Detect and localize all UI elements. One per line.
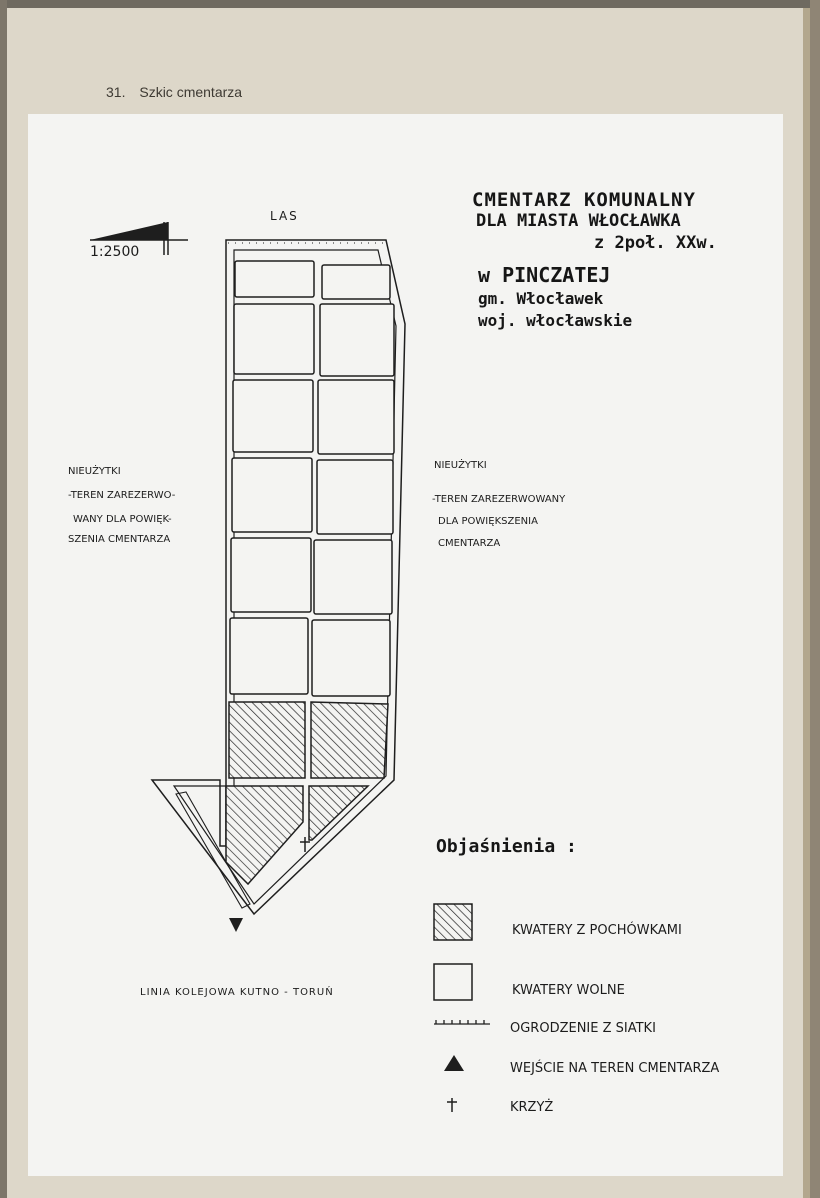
svg-text:CMENTARZA: CMENTARZA	[438, 538, 501, 549]
scale-label: 1:2500	[90, 244, 140, 260]
svg-text:NIEUŻYTKI: NIEUŻYTKI	[68, 466, 121, 477]
plot-free	[235, 261, 314, 297]
plot-free	[232, 458, 312, 532]
plot-free	[322, 265, 390, 299]
plot-free	[312, 620, 390, 696]
figure-caption	[106, 84, 242, 100]
figure-caption-text: Szkic cmentarza	[139, 84, 243, 100]
map-sheet	[28, 114, 783, 1176]
right-area-label	[432, 458, 566, 549]
legend-label-free: KWATERY WOLNE	[512, 983, 625, 998]
free-plots	[230, 261, 394, 696]
svg-text:NIEUŻYTKI: NIEUŻYTKI	[434, 460, 487, 471]
scan-left-edge	[0, 0, 7, 1198]
left-area-label	[68, 464, 176, 545]
legend-label-burial: KWATERY Z POCHÓWKAMI	[512, 923, 682, 938]
legend-empty-square-icon	[434, 964, 472, 1000]
legend-cross-icon	[447, 1098, 457, 1112]
plot-free	[230, 618, 308, 694]
plot-free	[320, 304, 394, 376]
plot-free	[317, 460, 393, 534]
legend-label-fence: OGRODZENIE Z SIATKI	[510, 1021, 656, 1036]
svg-text:SZENIA CMENTARZA: SZENIA CMENTARZA	[68, 534, 171, 545]
legend-hatched-square-icon	[434, 904, 472, 940]
plot-free	[314, 540, 392, 614]
figure-number: 31.	[106, 84, 126, 100]
forest-label: LAS	[270, 209, 299, 223]
scan-top-edge	[0, 0, 820, 8]
plot-burial	[229, 702, 305, 778]
plot-free	[231, 538, 311, 612]
legend	[434, 836, 719, 1115]
title-woj: woj. włocławskie	[478, 311, 633, 330]
plot-free	[318, 380, 394, 454]
legend-label-entrance: WEJŚCIE NA TEREN CMENTARZA	[510, 1061, 720, 1076]
title-block	[472, 189, 717, 330]
cemetery-map	[28, 114, 783, 1176]
title-gmina: gm. Włocławek	[478, 289, 604, 308]
title-line-3: z 2poł. XXw.	[594, 233, 717, 253]
svg-text:-TEREN ZAREZERWO-: -TEREN ZAREZERWO-	[68, 490, 176, 501]
legend-triangle-icon	[444, 1055, 464, 1071]
legend-fence-line-icon	[434, 1020, 490, 1024]
legend-title: Objaśnienia :	[436, 836, 577, 857]
scale-bar	[90, 222, 188, 260]
svg-text:DLA POWIĘKSZENIA: DLA POWIĘKSZENIA	[438, 516, 538, 527]
title-line-1: CMENTARZ KOMUNALNY	[472, 189, 696, 211]
title-place: w PINCZATEJ	[478, 263, 611, 287]
legend-label-cross: KRZYŻ	[510, 1100, 554, 1115]
scale-wedge-icon	[90, 222, 168, 240]
burial-plots	[226, 702, 388, 884]
plot-burial	[226, 786, 303, 884]
plot-free	[234, 304, 314, 374]
railway-label: LINIA KOLEJOWA KUTNO - TORUŃ	[140, 987, 334, 998]
entrance-triangle-icon	[229, 918, 243, 932]
svg-text:-TEREN ZAREZERWOWANY: -TEREN ZAREZERWOWANY	[432, 494, 566, 505]
svg-text:WANY DLA POWIĘK-: WANY DLA POWIĘK-	[73, 514, 172, 525]
scan-right-edge	[810, 0, 820, 1198]
title-line-2: DLA MIASTA WŁOCŁAWKA	[476, 211, 681, 231]
plot-burial	[311, 702, 388, 778]
plot-free	[233, 380, 313, 452]
